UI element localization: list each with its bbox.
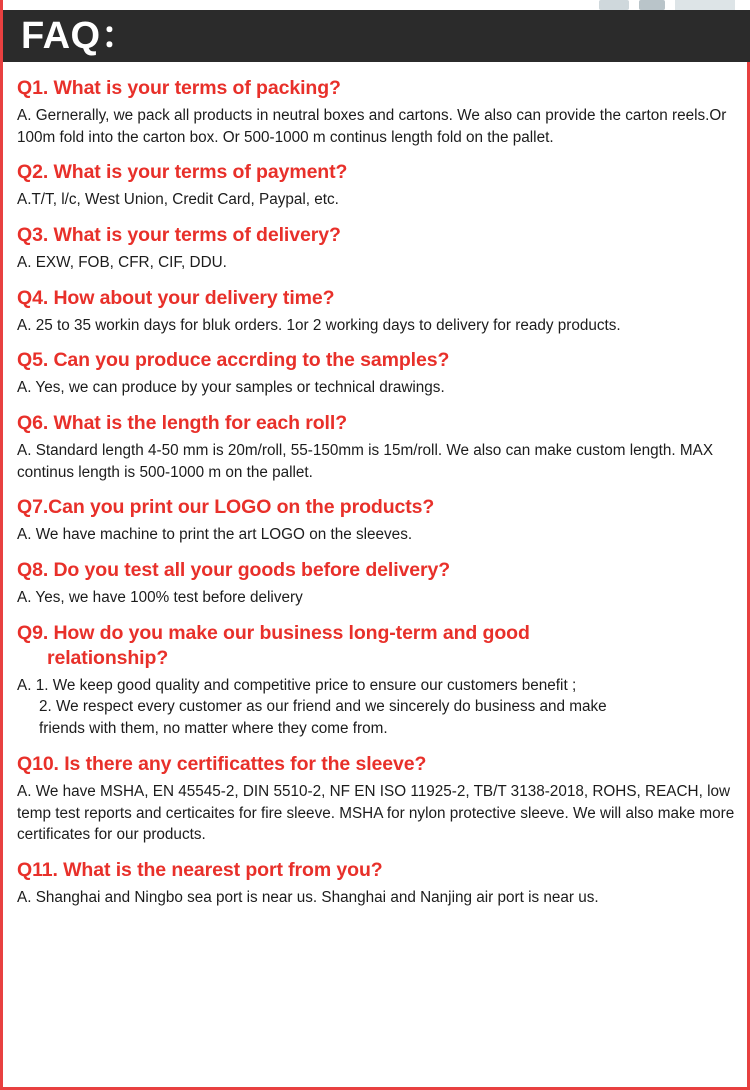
faq-question: Q3. What is your terms of delivery? <box>17 224 341 247</box>
faq-question <box>17 621 739 671</box>
faq-answer: A. Gernerally, we pack all products in neutral boxes and cartons. We also can provide the carton reels.Or 100m fold into the carton box. Or 500-1000 m continus length fold on the pallet. <box>17 106 727 146</box>
faq-question: Q11. What is the nearest port from you? <box>17 858 383 881</box>
faq-question: Q10. Is there any certificattes for the sleeve? <box>17 752 427 775</box>
faq-answer: A. We have MSHA, EN 45545-2, DIN 5510-2, NF EN ISO 11925-2, TB/T 3138-2018, ROHS, REACH, low temp test reports and certicaites for fire sleeve. MSHA for nylon protective sleeve. We will also make more certificates for our products. <box>17 782 735 844</box>
faq-answer: A. We have machine to print the art LOGO on the sleeves. <box>17 526 413 544</box>
faq-item <box>17 411 739 483</box>
top-image-strip <box>3 0 750 10</box>
faq-answer-line-2: 2. We respect every customer as our friend and we sincerely do business and make <box>39 698 607 716</box>
faq-item <box>17 858 739 909</box>
faq-answer-line-3: friends with them, no matter where they come from. <box>39 720 388 738</box>
faq-answer: A. EXW, FOB, CFR, CIF, DDU. <box>17 254 227 272</box>
faq-answer-line-1: A. 1. We keep good quality and competitive price to ensure our customers benefit ; <box>17 676 577 694</box>
faq-answer: A.T/T, l/c, West Union, Credit Card, Paypal, etc. <box>17 191 339 209</box>
faq-list <box>3 62 750 920</box>
faq-question: Q8. Do you test all your goods before delivery? <box>17 559 451 582</box>
faq-item <box>17 160 739 211</box>
faq-question-line-2: relationship? <box>47 646 169 669</box>
decorative-shape-1 <box>599 0 629 10</box>
faq-item <box>17 558 739 609</box>
faq-question: Q2. What is your terms of payment? <box>17 161 348 184</box>
faq-item <box>17 621 739 740</box>
faq-question: Q7.Can you print our LOGO on the products? <box>17 496 435 519</box>
faq-item <box>17 76 739 148</box>
faq-question: Q1. What is your terms of packing? <box>17 77 341 99</box>
faq-question: Q5. Can you produce accrding to the samples? <box>17 349 450 372</box>
decorative-shape-2 <box>639 0 665 10</box>
faq-answer: A. Yes, we have 100% test before delivery <box>17 589 303 607</box>
faq-question: Q4. How about your delivery time? <box>17 286 335 309</box>
faq-item <box>17 495 739 546</box>
faq-answer: A. Shanghai and Ningbo sea port is near us. Shanghai and Nanjing air port is near us. <box>17 888 599 906</box>
decorative-shape-3 <box>675 0 735 10</box>
faq-answer: A. 25 to 35 workin days for bluk orders. 1or 2 working days to delivery for ready products. <box>17 316 621 334</box>
faq-answer: A. Standard length 4-50 mm is 20m/roll, 55-150mm is 15m/roll. We also can make custom length. MAX continus length is 500-1000 m on the pallet. <box>17 442 714 481</box>
faq-item <box>17 348 739 399</box>
faq-header-bar <box>3 10 750 62</box>
faq-answer: A. Yes, we can produce by your samples or technical drawings. <box>17 379 445 397</box>
faq-question-line-1: Q9. How do you make our business long-term and good <box>17 621 530 644</box>
faq-item <box>17 223 739 274</box>
faq-answer <box>17 675 739 740</box>
faq-item <box>17 286 739 337</box>
faq-item <box>17 752 739 846</box>
page-title: FAQ： <box>21 15 140 57</box>
faq-question: Q6. What is the length for each roll? <box>17 412 347 435</box>
